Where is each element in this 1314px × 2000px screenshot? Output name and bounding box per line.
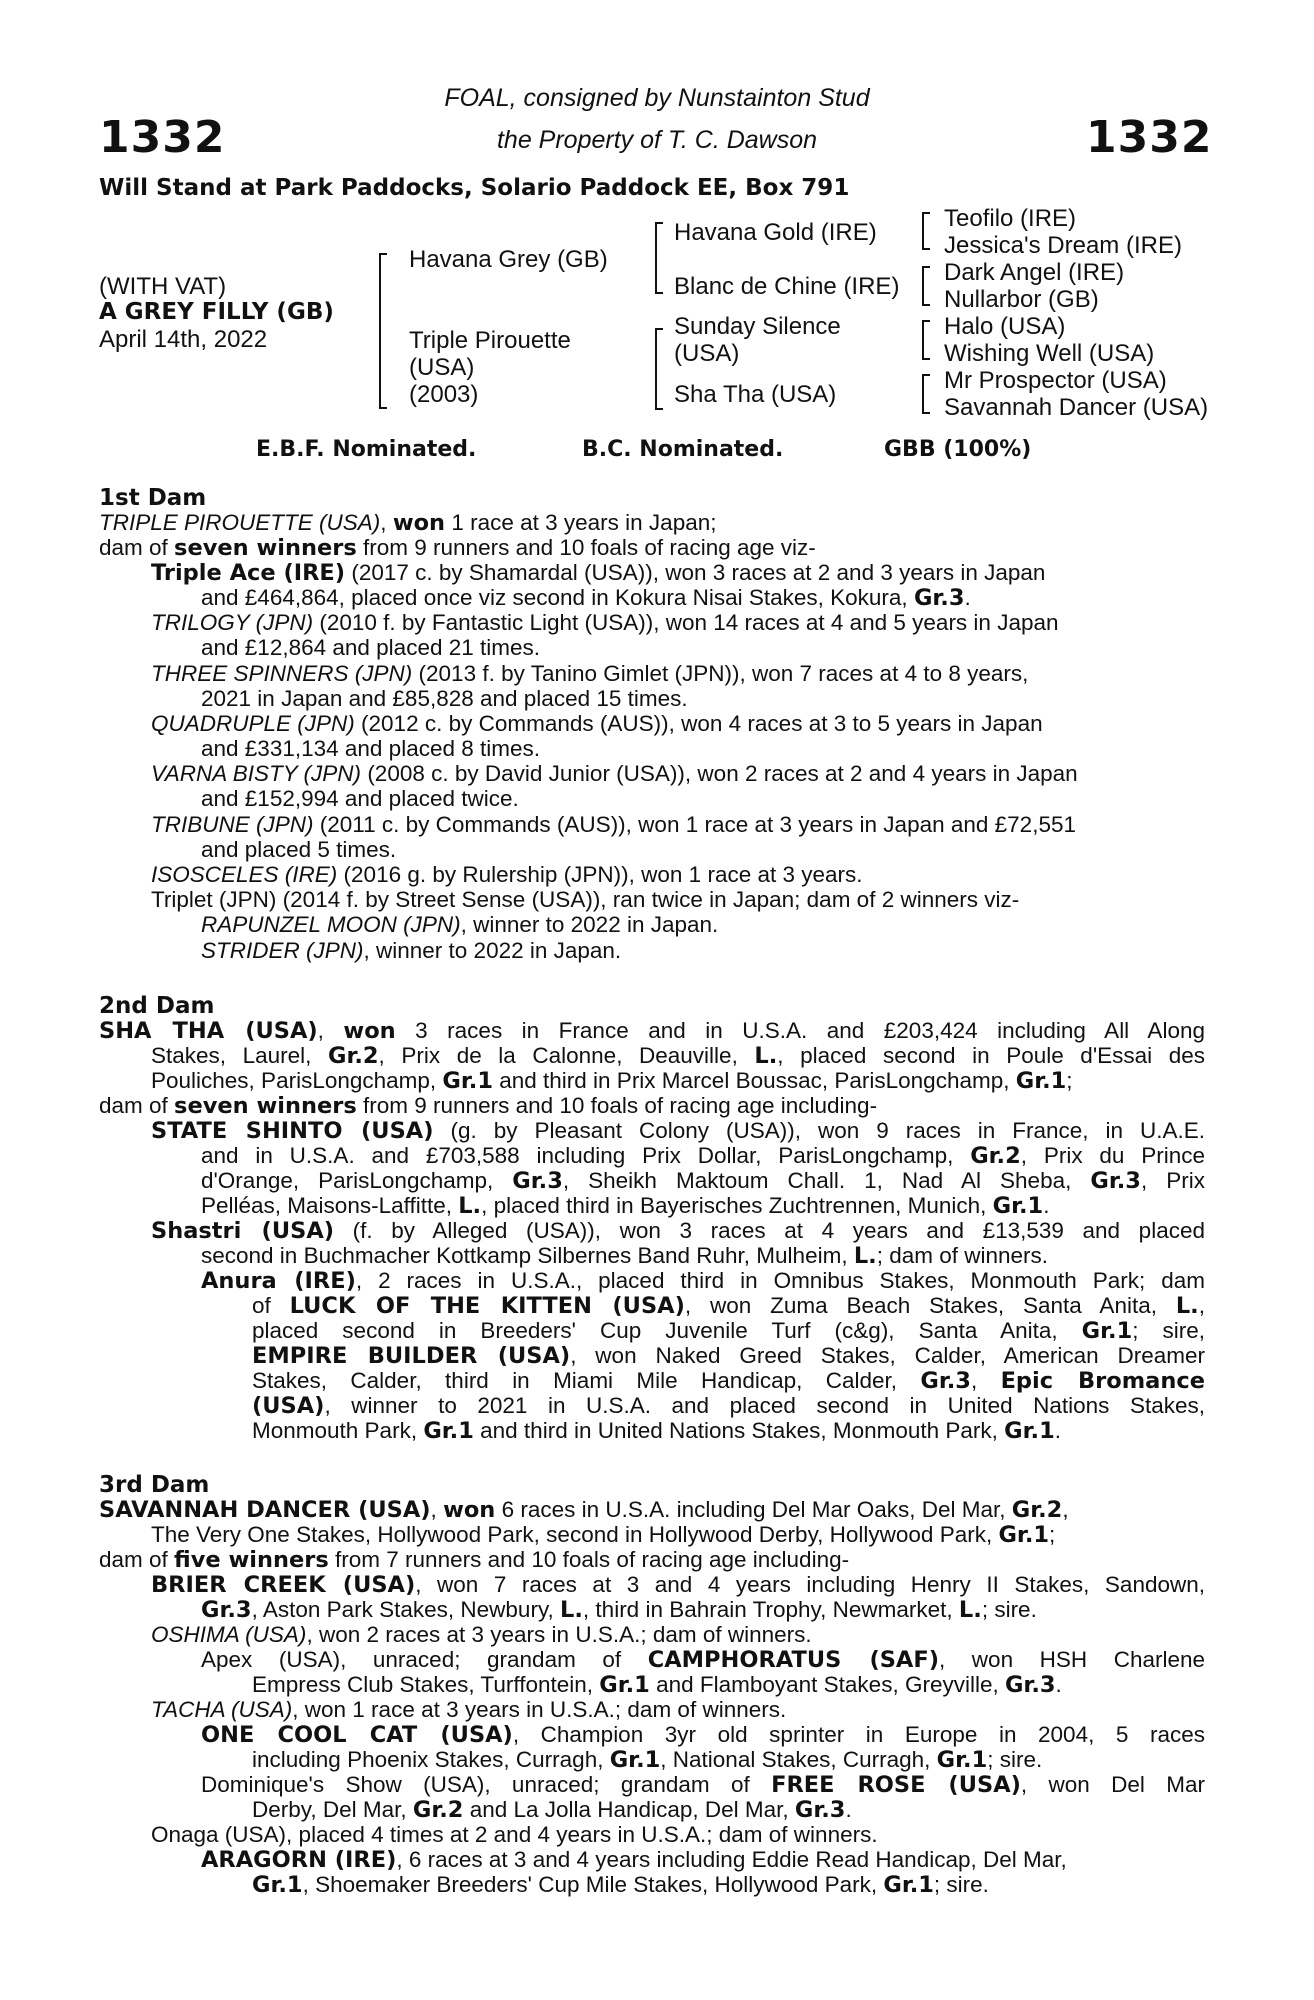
second-dam-line: d'Orange, ParisLongchamp, Gr.3, Sheikh Maktoum Chall. 1, Nad Al Sheba, Gr.3, Prix <box>201 1168 1205 1194</box>
second-dam-line: Pelléas, Maisons-Laffitte, L., placed third in Bayerisches Zuchtrennen, Munich, Gr.1. <box>201 1193 1050 1219</box>
pedigree-dam: Triple Pirouette <box>409 327 571 354</box>
third-dam-heading: 3rd Dam <box>99 1472 210 1498</box>
second-dam-line: (USA), winner to 2021 in U.S.A. and placed second in United Nations Stakes, <box>252 1393 1205 1419</box>
third-dam-line: Gr.1, Shoemaker Breeders' Cup Mile Stakes, Hollywood Park, Gr.1; sire. <box>252 1872 989 1898</box>
pedigree-dds: Mr Prospector (USA) <box>944 367 1167 394</box>
pedigree-sdd: Nullarbor (GB) <box>944 286 1099 313</box>
first-dam-line: Triple Ace (IRE) (2017 c. by Shamardal (USA)), won 3 races at 2 and 3 years in Japan <box>151 560 1046 586</box>
second-dam-line: Shastri (USA) (f. by Alleged (USA)), won 3 races at 4 years and £13,539 and placed <box>151 1218 1205 1244</box>
third-dam-line: OSHIMA (USA), won 2 races at 3 years in U.S.A.; dam of winners. <box>151 1622 812 1647</box>
date-of-birth: April 14th, 2022 <box>99 326 268 353</box>
ebf-nomination: E.B.F. Nominated. <box>256 437 477 462</box>
third-dam-line: including Phoenix Stakes, Curragh, Gr.1, National Stakes, Curragh, Gr.1; sire. <box>252 1747 1043 1773</box>
second-dam-line: of LUCK OF THE KITTEN (USA), won Zuma Beach Stakes, Santa Anita, L., <box>252 1293 1205 1319</box>
second-dam-line: STATE SHINTO (USA) (g. by Pleasant Colony (USA)), won 9 races in France, in U.A.E. <box>151 1118 1205 1144</box>
pedigree-brace-sd <box>922 266 930 306</box>
first-dam-line: and £331,134 and placed 8 times. <box>201 736 541 761</box>
first-dam-line: THREE SPINNERS (JPN) (2013 f. by Tanino Gimlet (JPN)), won 7 races at 4 to 8 years, <box>151 661 1029 686</box>
first-dam-line: ISOSCELES (IRE) (2016 g. by Rulership (JPN)), won 1 race at 3 years. <box>151 862 863 887</box>
third-dam-line: Onaga (USA), placed 4 times at 2 and 4 years in U.S.A.; dam of winners. <box>151 1822 878 1847</box>
second-dam-line: Stakes, Laurel, Gr.2, Prix de la Calonne, Deauville, L., placed second in Poule d'Essai des <box>151 1043 1205 1069</box>
pedigree-brace-dd <box>922 374 930 414</box>
third-dam-line: ONE COOL CAT (USA), Champion 3yr old sprinter in Europe in 2004, 5 races <box>201 1722 1205 1748</box>
third-dam-line: BRIER CREEK (USA), won 7 races at 3 and 4 years including Henry II Stakes, Sandown, <box>151 1572 1206 1598</box>
second-dam-line: EMPIRE BUILDER (USA), won Naked Greed Stakes, Calder, American Dreamer <box>252 1343 1205 1369</box>
pedigree-dam-sire: Sunday Silence <box>674 313 841 340</box>
pedigree-dam-country: (USA) <box>409 354 475 381</box>
first-dam-line: and £12,864 and placed 21 times. <box>201 635 541 660</box>
lot-number-left: 1332 <box>99 112 226 163</box>
first-dam-line: and £152,994 and placed twice. <box>201 786 519 811</box>
second-dam-line: Stakes, Calder, third in Miami Mile Handicap, Calder, Gr.3, Epic Bromance <box>252 1368 1205 1394</box>
third-dam-line: Derby, Del Mar, Gr.2 and La Jolla Handicap, Del Mar, Gr.3. <box>252 1797 852 1823</box>
third-dam-line: SAVANNAH DANCER (USA), won 6 races in U.S.A. including Del Mar Oaks, Del Mar, Gr.2, <box>99 1497 1069 1523</box>
first-dam-line: RAPUNZEL MOON (JPN), winner to 2022 in Japan. <box>201 912 719 937</box>
lot-number-right: 1332 <box>1086 112 1213 163</box>
third-dam-line: Gr.3, Aston Park Stakes, Newbury, L., third in Bahrain Trophy, Newmarket, L.; sire. <box>201 1597 1037 1623</box>
pedigree-brace-dam <box>655 328 663 410</box>
pedigree-dam-year: (2003) <box>409 381 479 408</box>
second-dam-line: second in Buchmacher Kottkamp Silbernes Band Ruhr, Mulheim, L.; dam of winners. <box>201 1243 1049 1269</box>
pedigree-sss: Teofilo (IRE) <box>944 205 1077 232</box>
second-dam-line: and in U.S.A. and £703,588 including Prix Dollar, ParisLongchamp, Gr.2, Prix du Prince <box>201 1143 1206 1169</box>
second-dam-line: placed second in Breeders' Cup Juvenile Turf (c&g), Santa Anita, Gr.1; sire, <box>252 1318 1205 1344</box>
first-dam-line: QUADRUPLE (JPN) (2012 c. by Commands (AUS)), won 4 races at 3 to 5 years in Japan <box>151 711 1043 736</box>
second-dam-line: dam of seven winners from 9 runners and 10 foals of racing age including- <box>99 1093 878 1119</box>
first-dam-line: TRIBUNE (JPN) (2011 c. by Commands (AUS)), won 1 race at 3 years in Japan and £72,551 <box>151 812 1076 837</box>
pedigree-dsd: Wishing Well (USA) <box>944 340 1155 367</box>
second-dam-line: SHA THA (USA), won 3 races in France and in U.S.A. and £203,424 including All Along <box>99 1018 1205 1044</box>
pedigree-sds: Dark Angel (IRE) <box>944 259 1125 286</box>
first-dam-line: VARNA BISTY (JPN) (2008 c. by David Junior (USA)), won 2 races at 2 and 4 years in Japan <box>151 761 1078 786</box>
third-dam-line: TACHA (USA), won 1 race at 3 years in U.S.A.; dam of winners. <box>151 1697 787 1722</box>
bc-nomination: B.C. Nominated. <box>582 437 784 462</box>
first-dam-line: dam of seven winners from 9 runners and 10 foals of racing age viz- <box>99 535 816 561</box>
first-dam-line: STRIDER (JPN), winner to 2022 in Japan. <box>201 938 622 963</box>
pedigree-brace-ss <box>922 212 930 250</box>
third-dam-line: Apex (USA), unraced; grandam of CAMPHORATUS (SAF), won HSH Charlene <box>201 1647 1206 1673</box>
pedigree-dam-dam: Sha Tha (USA) <box>674 381 837 408</box>
second-dam-line: Monmouth Park, Gr.1 and third in United Nations Stakes, Monmouth Park, Gr.1. <box>252 1418 1061 1444</box>
pedigree-sire-sire: Havana Gold (IRE) <box>674 219 877 246</box>
pedigree-dss: Halo (USA) <box>944 313 1066 340</box>
pedigree-brace-main <box>379 253 387 409</box>
first-dam-line: and placed 5 times. <box>201 837 397 862</box>
consignment-line-1: FOAL, consigned by Nunstainton Stud <box>444 84 870 112</box>
first-dam-line: TRILOGY (JPN) (2010 f. by Fantastic Light (USA)), won 14 races at 4 and 5 years in Japan <box>151 610 1059 635</box>
third-dam-line: Dominique's Show (USA), unraced; grandam of FREE ROSE (USA), won Del Mar <box>201 1772 1205 1798</box>
first-dam-line: and £464,864, placed once viz second in Kokura Nisai Stakes, Kokura, Gr.3. <box>201 585 971 611</box>
third-dam-line: The Very One Stakes, Hollywood Park, second in Hollywood Derby, Hollywood Park, Gr.1; <box>151 1522 1056 1548</box>
second-dam-heading: 2nd Dam <box>99 993 215 1019</box>
pedigree-brace-sire <box>655 222 663 294</box>
pedigree-brace-ds <box>922 320 930 360</box>
first-dam-line: TRIPLE PIROUETTE (USA), won 1 race at 3 years in Japan; <box>99 510 717 536</box>
pedigree-ddd: Savannah Dancer (USA) <box>944 394 1209 421</box>
gbb-status: GBB (100%) <box>884 437 1032 462</box>
third-dam-line: dam of five winners from 7 runners and 10 foals of racing age including- <box>99 1547 850 1573</box>
pedigree-sire-dam: Blanc de Chine (IRE) <box>674 273 900 300</box>
first-dam-line: 2021 in Japan and £85,828 and placed 15 times. <box>201 686 688 711</box>
third-dam-line: Empress Club Stakes, Turffontein, Gr.1 and Flamboyant Stakes, Greyville, Gr.3. <box>252 1672 1062 1698</box>
pedigree-sire: Havana Grey (GB) <box>409 246 608 273</box>
second-dam-line: Anura (IRE), 2 races in U.S.A., placed third in Omnibus Stakes, Monmouth Park; dam <box>201 1268 1205 1294</box>
second-dam-line: Pouliches, ParisLongchamp, Gr.1 and third in Prix Marcel Boussac, ParisLongchamp, Gr.1; <box>151 1068 1073 1094</box>
first-dam-line: Triplet (JPN) (2014 f. by Street Sense (USA)), ran twice in Japan; dam of 2 winners viz- <box>151 887 1020 912</box>
consignment-line-2: the Property of T. C. Dawson <box>496 126 818 154</box>
third-dam-line: ARAGORN (IRE), 6 races at 3 and 4 years including Eddie Read Handicap, Del Mar, <box>201 1847 1067 1873</box>
stand-location: Will Stand at Park Paddocks, Solario Paddock EE, Box 791 <box>99 175 850 201</box>
vat-label: (WITH VAT) <box>99 273 227 300</box>
pedigree-dam-sire-country: (USA) <box>674 340 740 367</box>
pedigree-ssd: Jessica's Dream (IRE) <box>944 232 1182 259</box>
first-dam-heading: 1st Dam <box>99 485 207 511</box>
lot-name: A GREY FILLY (GB) <box>99 299 334 325</box>
